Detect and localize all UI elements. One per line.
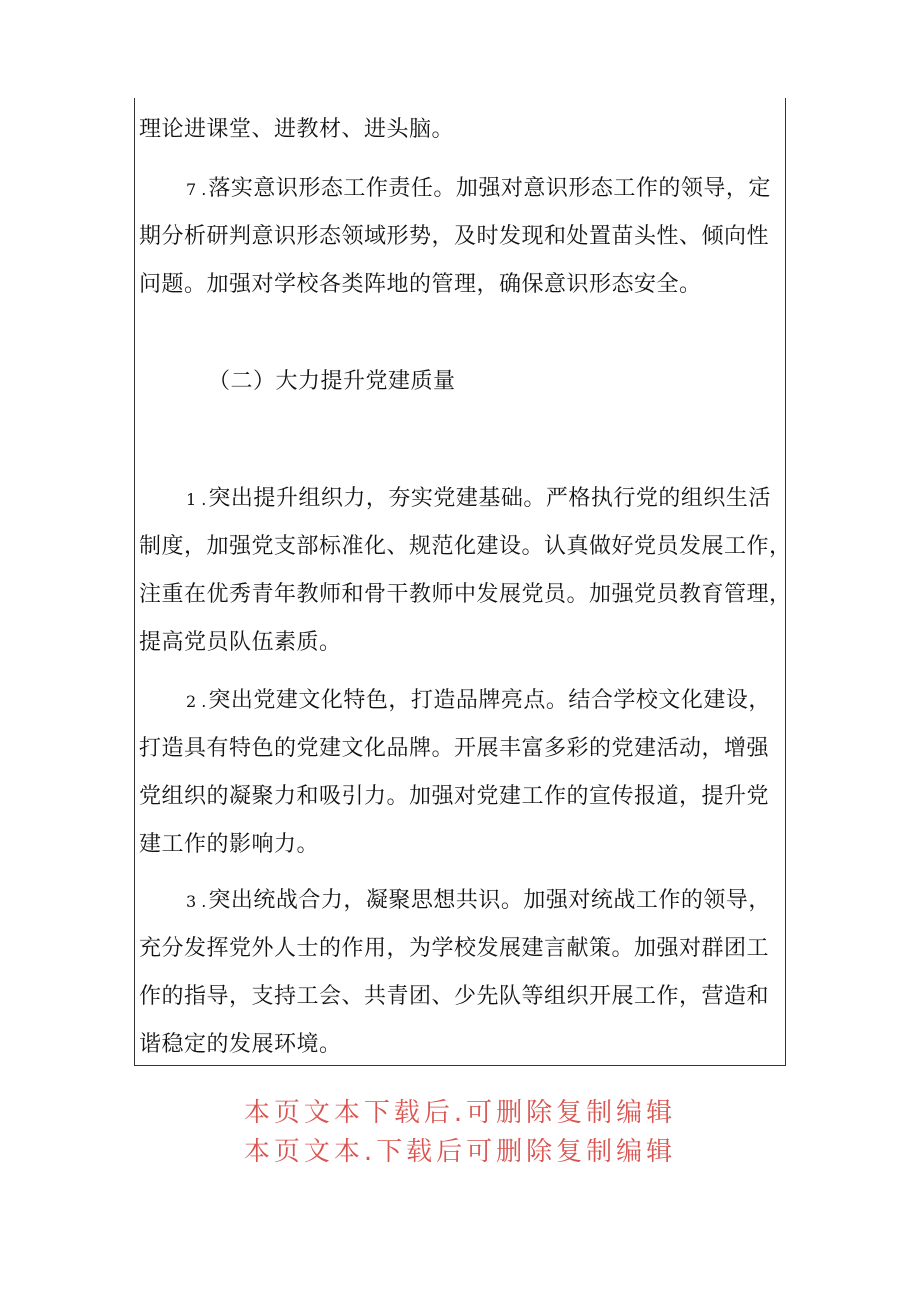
paragraph-line: 打造具有特色的党建文化品牌。开展丰富多彩的党建活动，增强 xyxy=(139,736,770,761)
paragraph-line: 作的指导，支持工会、共青团、少先队等组织开展工作，营造和 xyxy=(139,984,770,1009)
paragraph-line: 3 .突出统战合力，凝聚思想共识。加强对统战工作的领导， xyxy=(186,888,771,913)
paragraph-line: 注重在优秀青年教师和骨干教师中发展党员。加强党员教育管理， xyxy=(139,582,792,607)
paragraph-line: 问题。加强对学校各类阵地的管理，确保意识形态安全。 xyxy=(139,272,702,297)
paragraph-line: 理论进课堂、进教材、进头脑。 xyxy=(139,117,455,142)
watermark-line-2: 本页文本.下载后可删除复制编辑 xyxy=(243,1137,677,1167)
item-number: 1 . xyxy=(186,490,207,509)
section-heading: （二）大力提升党建质量 xyxy=(208,369,456,394)
paragraph-line: 充分发挥党外人士的作用，为学校发展建言献策。加强对群团工 xyxy=(139,936,770,961)
paragraph-line: 建工作的影响力。 xyxy=(139,832,320,857)
item-number: 3 . xyxy=(186,892,207,911)
paragraph-line: 提高党员队伍素质。 xyxy=(139,630,342,655)
paragraph-line: 制度，加强党支部标准化、规范化建设。认真做好党员发展工作， xyxy=(139,534,792,559)
paragraph-line: 期分析研判意识形态领域形势，及时发现和处置苗头性、倾向性 xyxy=(139,224,770,249)
paragraph-line: 1 .突出提升组织力，夯实党建基础。严格执行党的组织生活 xyxy=(186,486,771,511)
watermark-line-1: 本页文本下载后.可删除复制编辑 xyxy=(243,1098,677,1128)
item-number: 7 . xyxy=(186,180,207,199)
paragraph-line: 7 .落实意识形态工作责任。加强对意识形态工作的领导，定 xyxy=(186,176,771,201)
item-number: 2 . xyxy=(186,692,207,711)
paragraph-line: 2 .突出党建文化特色，打造品牌亮点。结合学校文化建设， xyxy=(186,688,771,713)
paragraph-line: 谐稳定的发展环境。 xyxy=(139,1032,342,1057)
paragraph-line: 党组织的凝聚力和吸引力。加强对党建工作的宣传报道，提升党 xyxy=(139,784,770,809)
